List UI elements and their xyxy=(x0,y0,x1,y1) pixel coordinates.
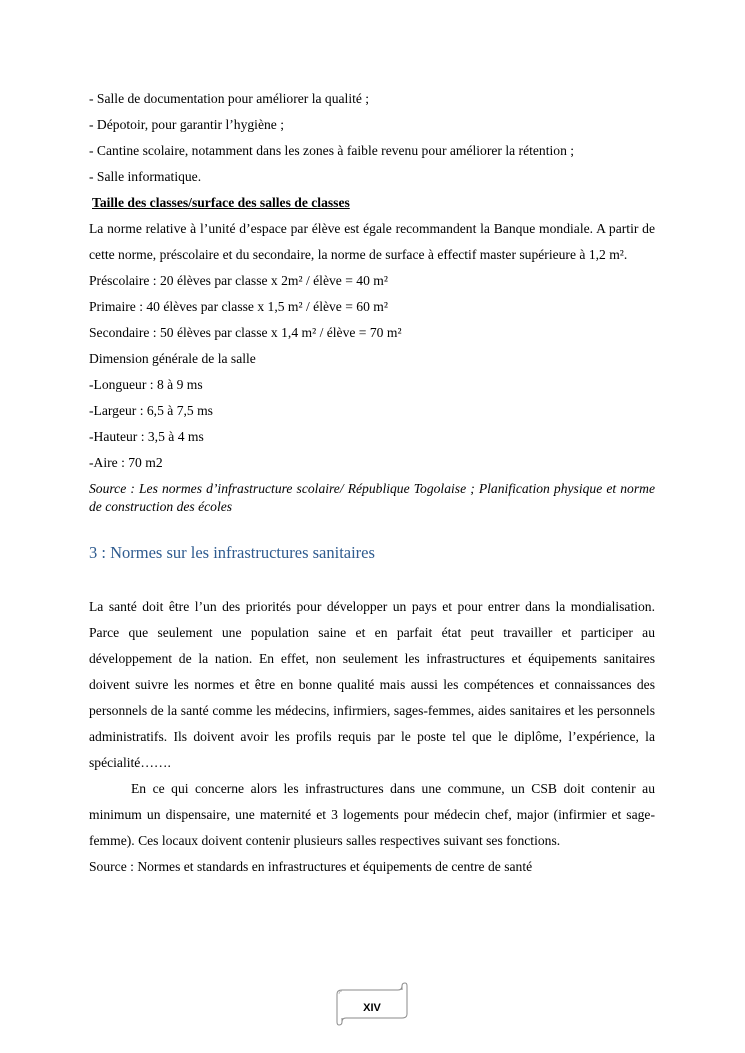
level-prescolaire: Préscolaire : 20 élèves par classe x 2m² / élève = 40 m² xyxy=(89,273,388,288)
list-item: - Salle informatique. xyxy=(89,169,202,184)
section-3-title: 3 : Normes sur les infrastructures sanitaires xyxy=(89,543,375,562)
section-3-source: Source : Normes et standards en infrastructures et équipements de centre de santé xyxy=(89,859,533,874)
dimension-aire: -Aire : 70 m2 xyxy=(89,455,163,470)
section-3-body xyxy=(89,594,655,880)
section-3-paragraph-2: En ce qui concerne alors les infrastructures dans une commune, un CSB doit contenir au minimum un dispensaire, une maternité et 3 logements pour médecin chef, major (infirmier et sage-femme). Ces locaux doivent contenir plusieurs salles respectives suivant ses fonctions. xyxy=(89,781,655,848)
document-body xyxy=(89,86,655,880)
level-secondaire: Secondaire : 50 élèves par classe x 1,4 m² / élève = 70 m² xyxy=(89,325,402,340)
class-size-heading: Taille des classes/surface des salles de classes xyxy=(92,195,350,210)
list-item: - Salle de documentation pour améliorer la qualité ; xyxy=(89,91,370,106)
page-number: XIV xyxy=(363,1002,381,1014)
dimension-longueur: -Longueur : 8 à 9 ms xyxy=(89,377,203,392)
class-size-paragraph: La norme relative à l’unité d’espace par élève est égale recommandent la Banque mondiale. A partir de cette norme, préscolaire et du secondaire, la norme de surface à effectif master supérieure à 1,2 m². xyxy=(89,221,655,262)
level-primaire: Primaire : 40 élèves par classe x 1,5 m² / élève = 60 m² xyxy=(89,299,388,314)
section-3-paragraph-1: La santé doit être l’un des priorités pour développer un pays et pour entrer dans la mondialisation. Parce que seulement une population saine et en parfait état peut travailler et participer au développement de la nation. En effet, non seulement les infrastructures et équipements sanitaires doivent suivre les normes et être en bonne qualité mais aussi les compétences et connaissances des personnels de la santé comme les médecins, infirmiers, sages-femmes, aides sanitaires et les personnels administratifs. Ils doivent avoir les profils requis par le poste tel que le diplôme, l’expérience, la spécialité……. xyxy=(89,599,655,770)
dimension-hauteur: -Hauteur : 3,5 à 4 ms xyxy=(89,429,204,444)
dimension-title: Dimension générale de la salle xyxy=(89,351,256,366)
list-item: - Cantine scolaire, notamment dans les zones à faible revenu pour améliorer la rétention ; xyxy=(89,143,575,158)
class-size-source: Source : Les normes d’infrastructure scolaire/ République Togolaise ; Planification physique et norme de construction des écoles xyxy=(89,481,655,514)
page-number-scroll xyxy=(336,982,408,1026)
dimension-largeur: -Largeur : 6,5 à 7,5 ms xyxy=(89,403,213,418)
list-item: - Dépotoir, pour garantir l’hygiène ; xyxy=(89,117,284,132)
